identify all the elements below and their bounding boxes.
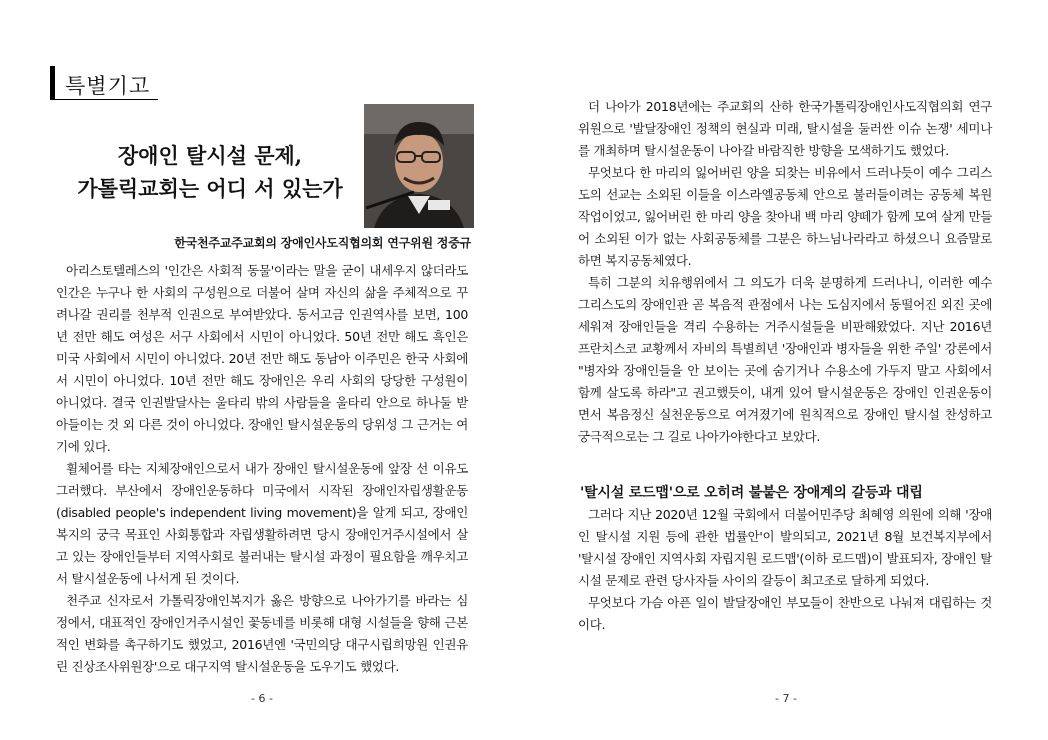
author-photo-image <box>364 104 474 228</box>
article-title-line-2: 가톨릭교회는 어디 서 있는가 <box>77 176 343 201</box>
paragraph: 무엇보다 한 마리의 잃어버린 양을 되찾는 비유에서 드러나듯이 예수 그리스도의 선교는 소외된 이들을 이스라엘공동체 안으로 불러들이려는 공동체 복원 작업이었고, 잃어버린 한 마리 양을 찾아내 백 마리 양떼가 함께 모여 살게 만들어 소외된 이가 없는 사회공동체를 그분은 하느님나라라고 하셨으니 요즘말로 하면 복지공동체였다. <box>578 165 992 268</box>
section-subheading: '탈시설 로드맵'으로 오히려 불붙은 장애계의 갈등과 대립 <box>580 485 923 501</box>
paragraph: 특히 그분의 치유행위에서 그 의도가 더욱 분명하게 드러나니, 이러한 예수 그리스도의 장애인관 곧 복음적 관점에서 나는 도심지에서 동떨어진 외진 곳에 세워져 장애인들을 격리 수용하는 거주시설들을 비판해왔었다. 지난 2016년 프란치스코 교황께서 자비의 특별희년 '장애인과 병자들을 위한 주일' 강론에서 "병자와 장애인들을 안 보이는 곳에 숨기거나 수용소에 가두지 말고 사회에서 함께 살도록 하라"고 권고했듯이, 내게 있어 탈시설운동은 장애인 인권운동이면서 복음정신 실천운동으로 여겨졌기에 원칙적으로 장애인 탈시설 찬성하고 궁극적으로는 그 길로 나아가야한다고 보았다. <box>578 275 992 444</box>
right-body-top <box>578 96 992 448</box>
article-title <box>60 139 360 205</box>
paragraph: 아리스토텔레스의 '인간은 사회적 동물'이라는 말을 굳이 내세우지 않더라도 인간은 누구나 한 사회의 구성원으로 더불어 살며 자신의 삶을 주체적으로 꾸려나갈 권리를 천부적 인권으로 부여받았다. 동서고금 인권역사를 보면, 100년 전만 해도 여성은 서구 사회에서 시민이 아니었다. 50년 전만 해도 흑인은 미국 사회에서 시민이 아니었다. 20년 전만 해도 동남아 이주민은 한국 사회에서 시민이 아니었다. 10년 전만 해도 장애인은 우리 사회의 당당한 구성원이 아니었다. 결국 인권발달사는 울타리 밖의 사람들을 울타리 안으로 하나둘 받아들이는 것 외 다른 것이 아니었다. 장애인 탈시설운동의 당위성 그 근거는 여기에 있다. <box>56 263 468 454</box>
section-label <box>50 66 158 100</box>
paragraph: 휠체어를 타는 지체장애인으로서 내가 장애인 탈시설운동에 앞장 선 이유도 그러했다. 부산에서 장애인운동하다 미국에서 시작된 장애인자립생활운동(disabled people's independent living movement)을 알게 되고, 장애인복지의 궁극 목표인 사회통합과 자립생활하려면 당시 장애인거주시설에서 살고 있는 장애인들부터 지역사회로 불러내는 탈시설 과정이 필요함을 깨우치고서 탈시설운동에 나서게 된 것이다. <box>56 461 468 586</box>
paragraph: 천주교 신자로서 가톨릭장애인복지가 옳은 방향으로 나아가기를 바라는 심정에서, 대표적인 장애인거주시설인 꽃동네를 비롯해 대형 시설들을 향해 근본적인 변화를 촉구하기도 했었고, 2016년엔 '국민의당 대구시립희망원 인권유린 진상조사위원장'으로 대구지역 탈시설운동을 도우기도 했었다. <box>56 593 468 674</box>
paragraph: 더 나아가 2018년에는 주교회의 산하 한국가톨릭장애인사도직협의회 연구위원으로 '발달장애인 정책의 현실과 미래, 탈시설을 둘러싼 이슈 논쟁' 세미나를 개최하며 탈시설운동이 나아갈 바람직한 방향을 모색하기도 했었다. <box>578 99 992 158</box>
paragraph: 그러다 지난 2020년 12월 국회에서 더불어민주당 최혜영 의원에 의해 '장애인 탈시설 지원 등에 관한 법률안'이 발의되고, 2021년 8월 보건복지부에서 '탈시설 장애인 지역사회 자립지원 로드맵'(이하 로드맵)이 발표되자, 장애인 탈시설 문제로 관련 당사자들 사이의 갈등이 최고조로 달하게 되었다. <box>578 507 992 588</box>
right-body-bottom <box>578 504 992 636</box>
left-body <box>56 260 468 678</box>
article-title-line-1: 장애인 탈시설 문제, <box>117 143 303 168</box>
right-page <box>524 0 1048 740</box>
page-number-left: - 6 - <box>251 692 273 705</box>
author-photo <box>364 104 474 228</box>
paragraph: 무엇보다 가슴 아픈 일이 발달장애인 부모들이 찬반으로 나눠져 대립하는 것이다. <box>578 595 992 632</box>
page-number-right: - 7 - <box>775 692 797 705</box>
section-label-text: 특별기고 <box>65 74 151 98</box>
author-byline: 한국천주교주교회의 장애인사도직협의회 연구위원 정중규 <box>174 236 471 250</box>
